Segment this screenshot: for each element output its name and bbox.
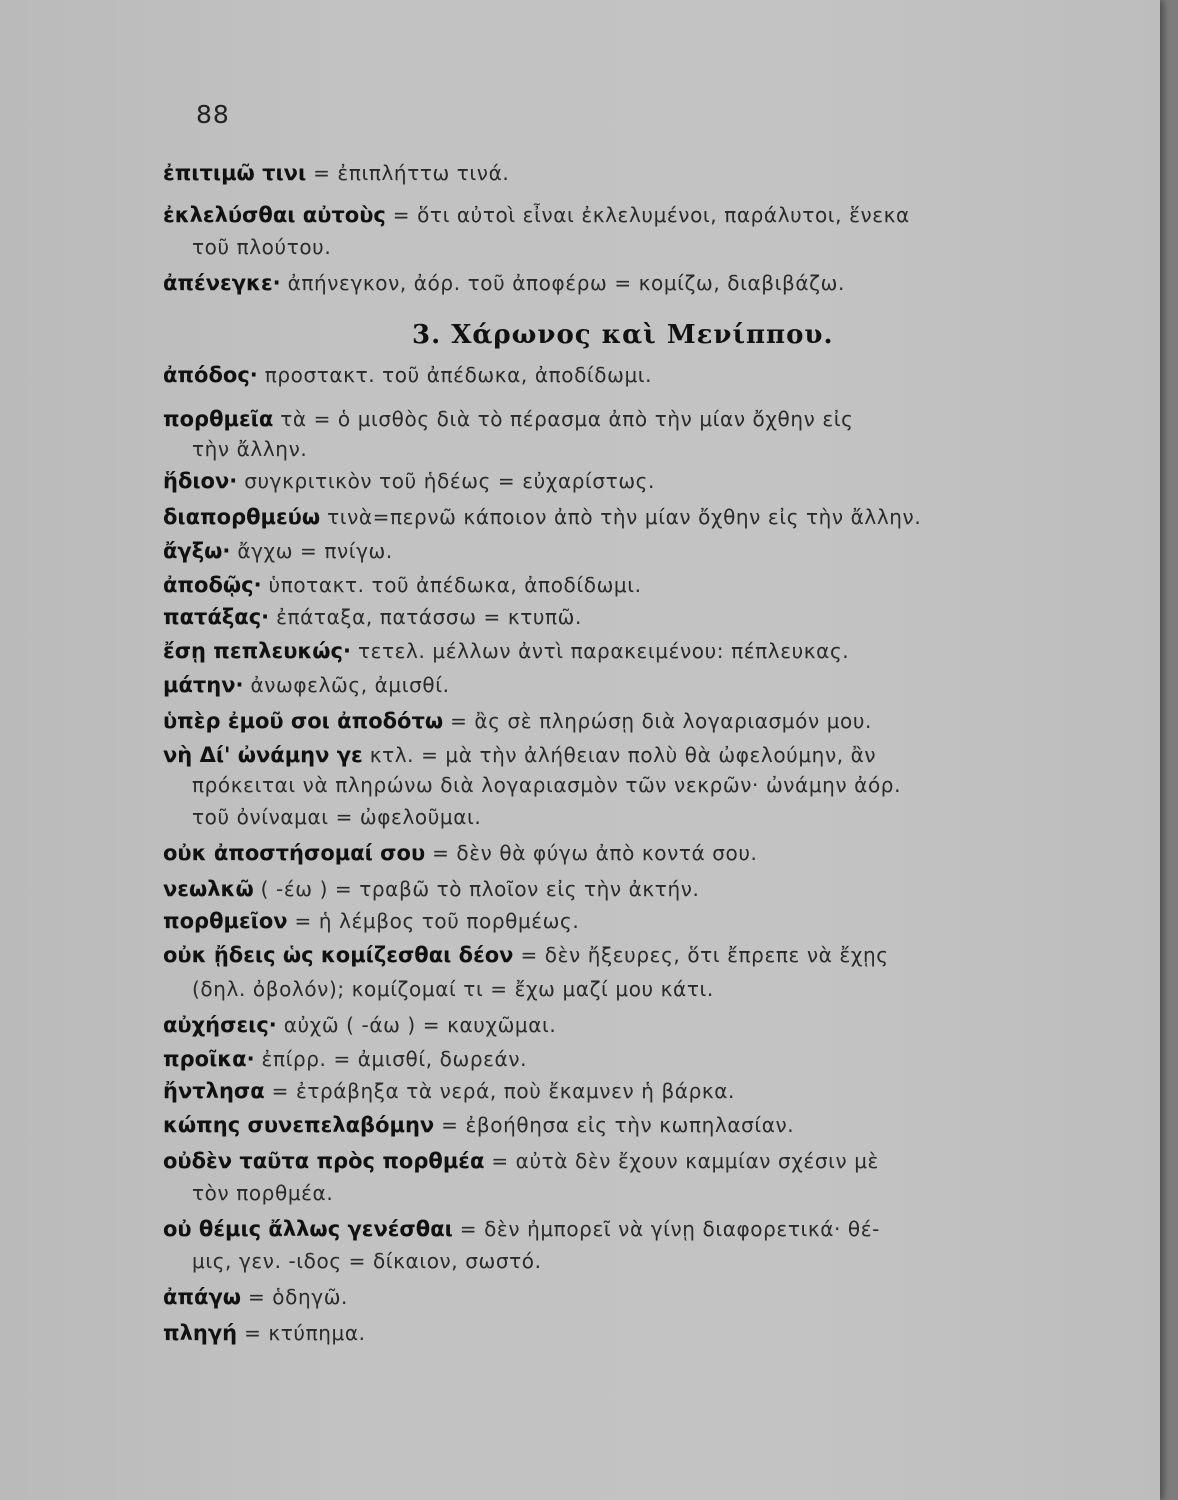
glossary-entry <box>163 740 876 770</box>
entry-definition: τινὰ=περνῶ κάποιον ἀπὸ τὴν μίαν ὄχθην εἰς τὴν ἄλλην. <box>320 505 922 529</box>
entry-continuation <box>192 232 331 262</box>
glossary-entry <box>163 940 889 970</box>
glossary-entry <box>163 874 699 904</box>
entry-definition: = ἐτράβηξα τὰ νερά, ποὺ ἔκαμνεν ἡ βάρκα. <box>264 1079 736 1103</box>
glossary-entry <box>163 838 758 868</box>
glossary-entry <box>163 670 450 700</box>
entry-definition: τὸν πορθμέα. <box>192 1181 334 1205</box>
entry-definition: = ὁδηγῶ. <box>241 1285 348 1309</box>
entry-headword: ἀπόδος· <box>163 363 258 387</box>
page-number: 88 <box>196 100 230 129</box>
entry-definition: = ἐπιπλήττω τινά. <box>306 161 510 185</box>
entry-continuation <box>192 770 901 800</box>
entry-definition: = ἡ λέμβος τοῦ πορθμέως. <box>287 909 580 933</box>
glossary-entry <box>163 502 921 532</box>
entry-definition: τοῦ πλούτου. <box>192 235 332 259</box>
glossary-entry <box>163 360 652 390</box>
entry-headword: ἀπένεγκε· <box>163 271 281 295</box>
glossary-entry <box>163 906 579 936</box>
entry-definition: ἐπίρρ. = ἀμισθί, δωρεάν. <box>254 1047 528 1071</box>
entry-headword: ἔσῃ πεπλευκώς· <box>163 639 351 663</box>
entry-definition: ἐπάταξα, πατάσσω = κτυπῶ. <box>269 605 582 629</box>
glossary-entry <box>163 706 872 736</box>
glossary-entry <box>163 404 854 434</box>
entry-definition: πρόκειται νὰ πληρώνω διὰ λογαριασμὸν τῶν νεκρῶν· ὠνάμην ἀόρ. <box>192 773 902 797</box>
glossary-entry <box>163 1318 366 1348</box>
entry-continuation <box>192 974 714 1004</box>
entry-definition: τοῦ ὀνίναμαι = ὠφελοῦμαι. <box>192 805 482 829</box>
entry-headword: νὴ Δί' ὠνάμην γε <box>163 743 363 767</box>
glossary-entry <box>163 636 849 666</box>
entry-headword: πατάξας· <box>163 605 270 629</box>
entry-definition: = δὲν ἤξευρες, ὅτι ἔπρεπε νὰ ἔχῃς <box>513 943 889 967</box>
entry-headword: πληγή <box>163 1321 238 1345</box>
entry-headword: ἀποδῷς· <box>163 573 262 597</box>
entry-continuation <box>192 1178 333 1208</box>
glossary-entry <box>163 1044 527 1074</box>
entry-definition: αὐχῶ ( -άω ) = καυχῶμαι. <box>276 1013 557 1037</box>
glossary-entry <box>163 1214 880 1244</box>
entry-definition: ( -έω ) = τραβῶ τὸ πλοῖον εἰς τὴν ἀκτήν. <box>253 877 700 901</box>
entry-continuation <box>192 434 307 464</box>
entry-headword: ἥδιον· <box>163 469 238 493</box>
entry-headword: οὐ θέμις ἄλλως γενέσθαι <box>163 1217 453 1241</box>
entry-definition: συγκριτικὸν τοῦ ἡδέως = εὐχαρίστως. <box>237 469 655 493</box>
entry-definition: = ἂς σὲ πληρώσῃ διὰ λογαριασμόν μου. <box>443 709 872 733</box>
entry-definition: ἀνωφελῶς, ἀμισθί. <box>243 673 450 697</box>
entry-definition: ἄγχω = πνίγω. <box>230 539 393 563</box>
entry-definition: = δὲν θὰ φύγω ἀπὸ κοντά σου. <box>425 841 758 865</box>
entry-headword: οὐκ ᾔδεις ὡς κομίζεσθαι δέον <box>163 943 514 967</box>
entry-continuation <box>192 1246 542 1276</box>
glossary-entry <box>163 602 582 632</box>
entry-headword: προῖκα· <box>163 1047 255 1071</box>
entry-headword: ἤντλησα <box>163 1079 265 1103</box>
entry-headword: αὐχήσεις· <box>163 1013 277 1037</box>
entry-headword: πορθμεῖον <box>163 909 288 933</box>
entry-definition: κτλ. = μὰ τὴν ἀλήθειαν πολὺ θὰ ὠφελούμην, ἂν <box>362 743 877 767</box>
entry-headword: ἐπιτιμῶ τινι <box>163 161 307 185</box>
glossary-entry <box>163 1110 794 1140</box>
entry-headword: ὑπὲρ ἐμοῦ σοι ἀποδότω <box>163 709 444 733</box>
entry-headword: διαπορθμεύω <box>163 505 321 529</box>
glossary-entry <box>163 1146 879 1176</box>
entry-headword: ἄγξω· <box>163 539 231 563</box>
entry-definition: τετελ. μέλλων ἀντὶ παρακειμένου: πέπλευκας. <box>350 639 850 663</box>
entry-definition: μις, γεν. -ιδος = δίκαιον, σωστό. <box>192 1249 542 1273</box>
entry-headword: οὐκ ἀποστήσομαί σου <box>163 841 426 865</box>
glossary-entry <box>163 536 393 566</box>
entry-headword: ἀπάγω <box>163 1285 242 1309</box>
glossary-entry <box>163 1282 348 1312</box>
section-title: 3. Χάρωνος καὶ Μενίππου. <box>412 320 834 350</box>
glossary-entry <box>163 1010 556 1040</box>
glossary-entry <box>163 1076 735 1106</box>
glossary-entry <box>163 158 509 188</box>
entry-definition: ἀπήνεγκον, ἀόρ. τοῦ ἀποφέρω = κομίζω, διαβιβάζω. <box>280 271 845 295</box>
entry-continuation <box>192 802 481 832</box>
glossary-entry <box>163 268 845 298</box>
entry-headword: οὐδὲν ταῦτα πρὸς πορθμέα <box>163 1149 485 1173</box>
entry-headword: πορθμεῖα <box>163 407 274 431</box>
entry-definition: = ἐβοήθησα εἰς τὴν κωπηλασίαν. <box>434 1113 795 1137</box>
entry-headword: κώπης συνεπελαβόμην <box>163 1113 435 1137</box>
entry-definition: = αὐτὰ δὲν ἔχουν καμμίαν σχέσιν μὲ <box>484 1149 879 1173</box>
entry-definition: τὴν ἄλλην. <box>192 437 308 461</box>
glossary-entry <box>163 570 642 600</box>
entry-headword: ἐκλελύσθαι αὐτοὺς <box>163 203 386 227</box>
entry-definition: τὰ = ὁ μισθὸς διὰ τὸ πέρασμα ἀπὸ τὴν μίαν ὄχθην εἰς <box>273 407 854 431</box>
entry-definition: ὑποτακτ. τοῦ ἀπέδωκα, ἀποδίδωμι. <box>261 573 642 597</box>
entry-headword: μάτην· <box>163 673 244 697</box>
entry-headword: νεωλκῶ <box>163 877 254 901</box>
entry-definition: = κτύπημα. <box>237 1321 366 1345</box>
glossary-entry <box>163 200 910 230</box>
entry-definition: = ὅτι αὐτοὶ εἶναι ἐκλελυμένοι, παράλυτοι, ἕνεκα <box>385 203 910 227</box>
entry-definition: = δὲν ἠμπορεῖ νὰ γίνῃ διαφορετικά· θέ- <box>452 1217 880 1241</box>
glossary-entry <box>163 466 655 496</box>
entry-definition: προστακτ. τοῦ ἀπέδωκα, ἀποδίδωμι. <box>257 363 653 387</box>
entry-definition: (δηλ. ὀβολόν); κομίζομαί τι = ἔχω μαζί μου κάτι. <box>192 977 714 1001</box>
